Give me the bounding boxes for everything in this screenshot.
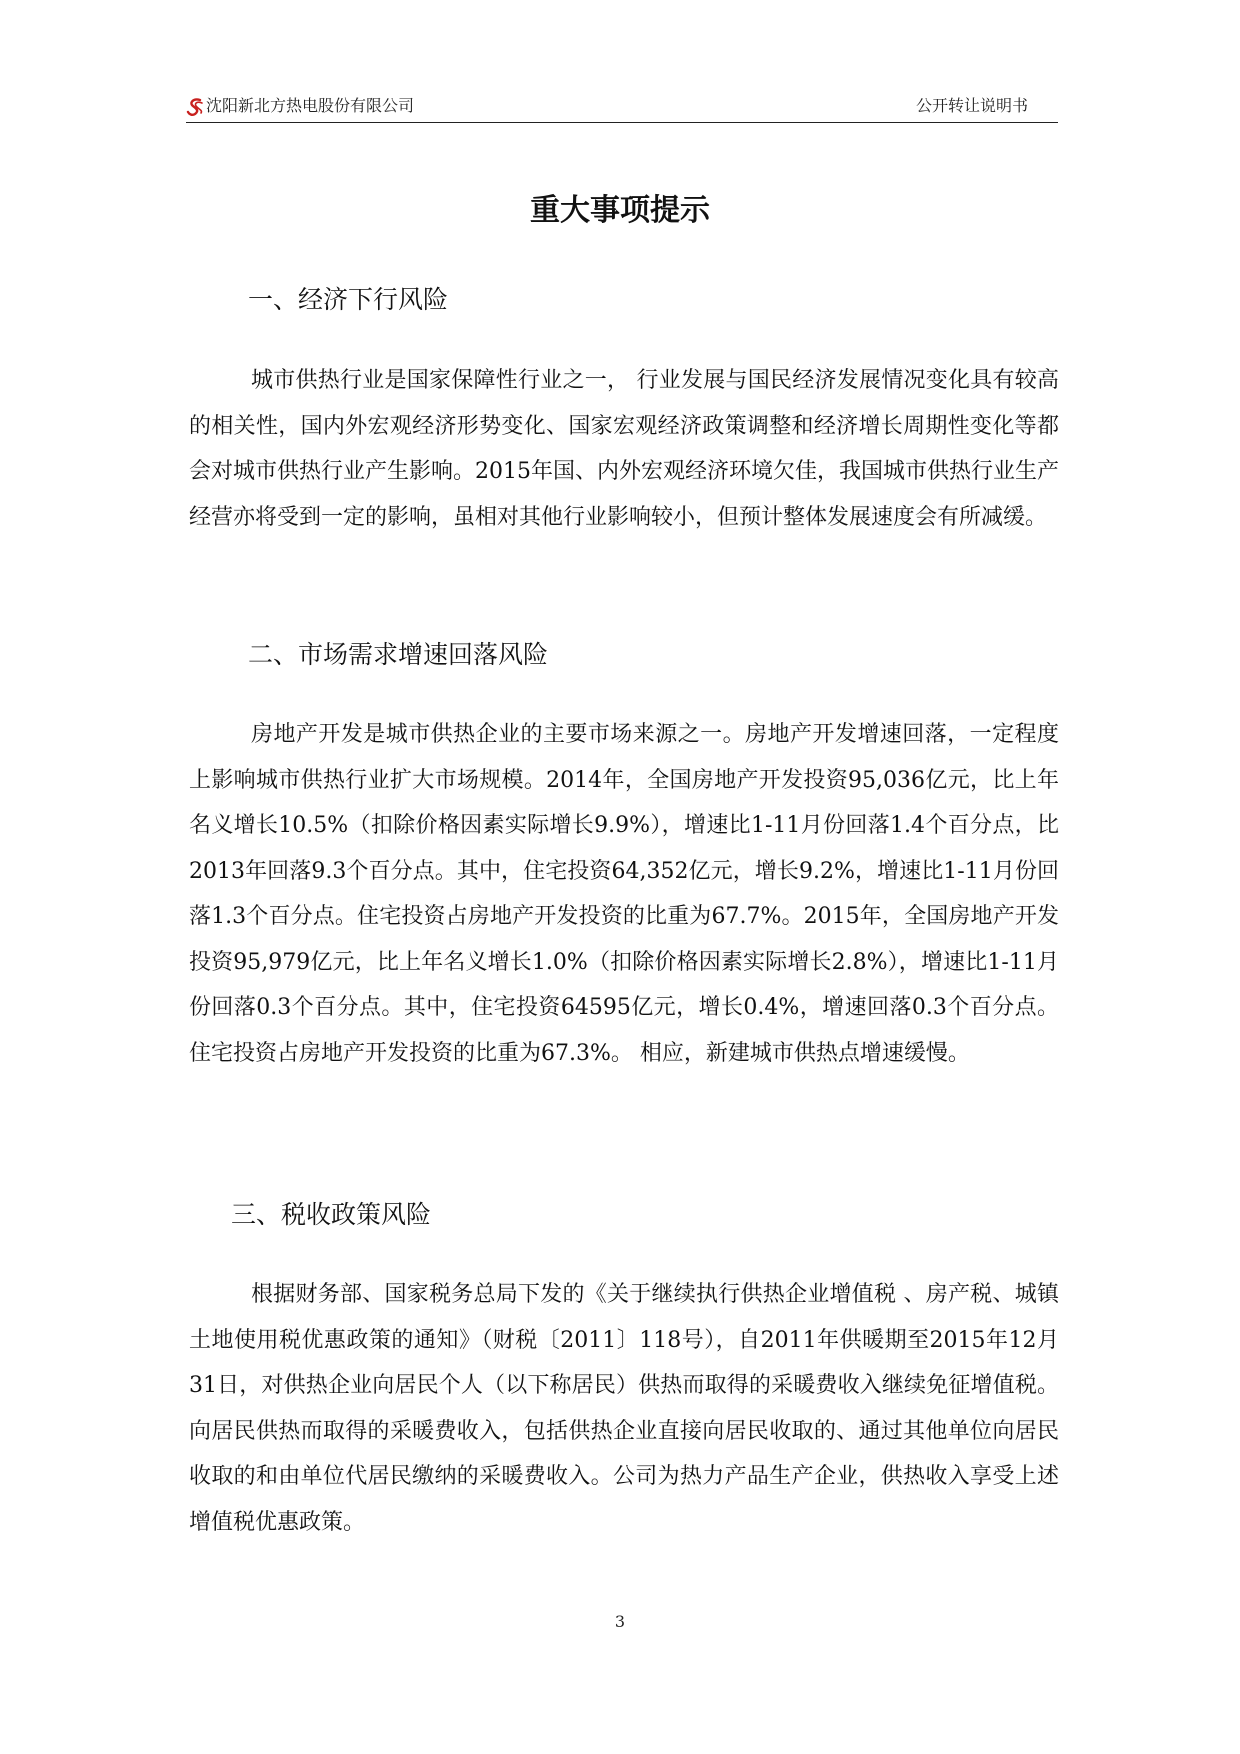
section-heading-tax-policy: 三、税收政策风险: [231, 1200, 432, 1229]
page-header: [186, 94, 1058, 123]
section-heading-economic-downturn: 一、经济下行风险: [248, 285, 449, 314]
section-paragraph-market-demand: 房地产开发是城市供热企业的主要市场来源之一。房地产开发增速回落，一定程度上影响城市供热行业扩大市场规模。2014年，全国房地产开发投资95,036亿元，比上年名义增长10.5%（扣除价格因素实际增长9.9%），增速比1-11月份回落1.4个百分点，比2013年回落9.3个百分点。其中，住宅投资64,352亿元，增长9.2%，增速比1-11月份回落1.3个百分点。住宅投资占房地产开发投资的比重为67.7%。2015年，全国房地产开发投资95,979亿元，比上年名义增长1.0%（扣除价格因素实际增长2.8%），增速比1-11月份回落0.3个百分点。其中，住宅投资64595亿元，增长0.4%，增速回落0.3个百分点。住宅投资占房地产开发投资的比重为67.3%。 相应，新建城市供热点增速缓慢。: [189, 722, 1059, 1066]
section-paragraph-tax-policy: 根据财务部、国家税务总局下发的《关于继续执行供热企业增值税 、房产税、城镇土地使用税优惠政策的通知》（财税〔2011〕118号），自2011年供暖期至2015年12月31日，对供热企业向居民个人（以下称居民）供热而取得的采暖费收入继续免征增值税。向居民供热而取得的采暖费收入，包括供热企业直接向居民收取的、通过其他单位向居民收取的和由单位代居民缴纳的采暖费收入。公司为热力产品生产企业，供热收入享受上述增值税优惠政策。: [189, 1282, 1059, 1535]
page-title: 重大事项提示: [530, 193, 710, 228]
document-type: 公开转让说明书: [915, 96, 1028, 115]
company-name: 沈阳新北方热电股份有限公司: [206, 96, 415, 115]
company-logo-icon: [186, 97, 206, 117]
section-paragraph-economic-downturn: 城市供热行业是国家保障性行业之一， 行业发展与国民经济发展情况变化具有较高的相关性，国内外宏观经济形势变化、国家宏观经济政策调整和经济增长周期性变化等都会对城市供热行业产生影响。2015年国、内外宏观经济环境欠佳，我国城市供热行业生产经营亦将受到一定的影响，虽相对其他行业影响较小，但预计整体发展速度会有所减缓。: [189, 368, 1059, 530]
page-number: 3: [614, 1612, 626, 1631]
section-heading-market-demand: 二、市场需求增速回落风险: [248, 640, 549, 669]
